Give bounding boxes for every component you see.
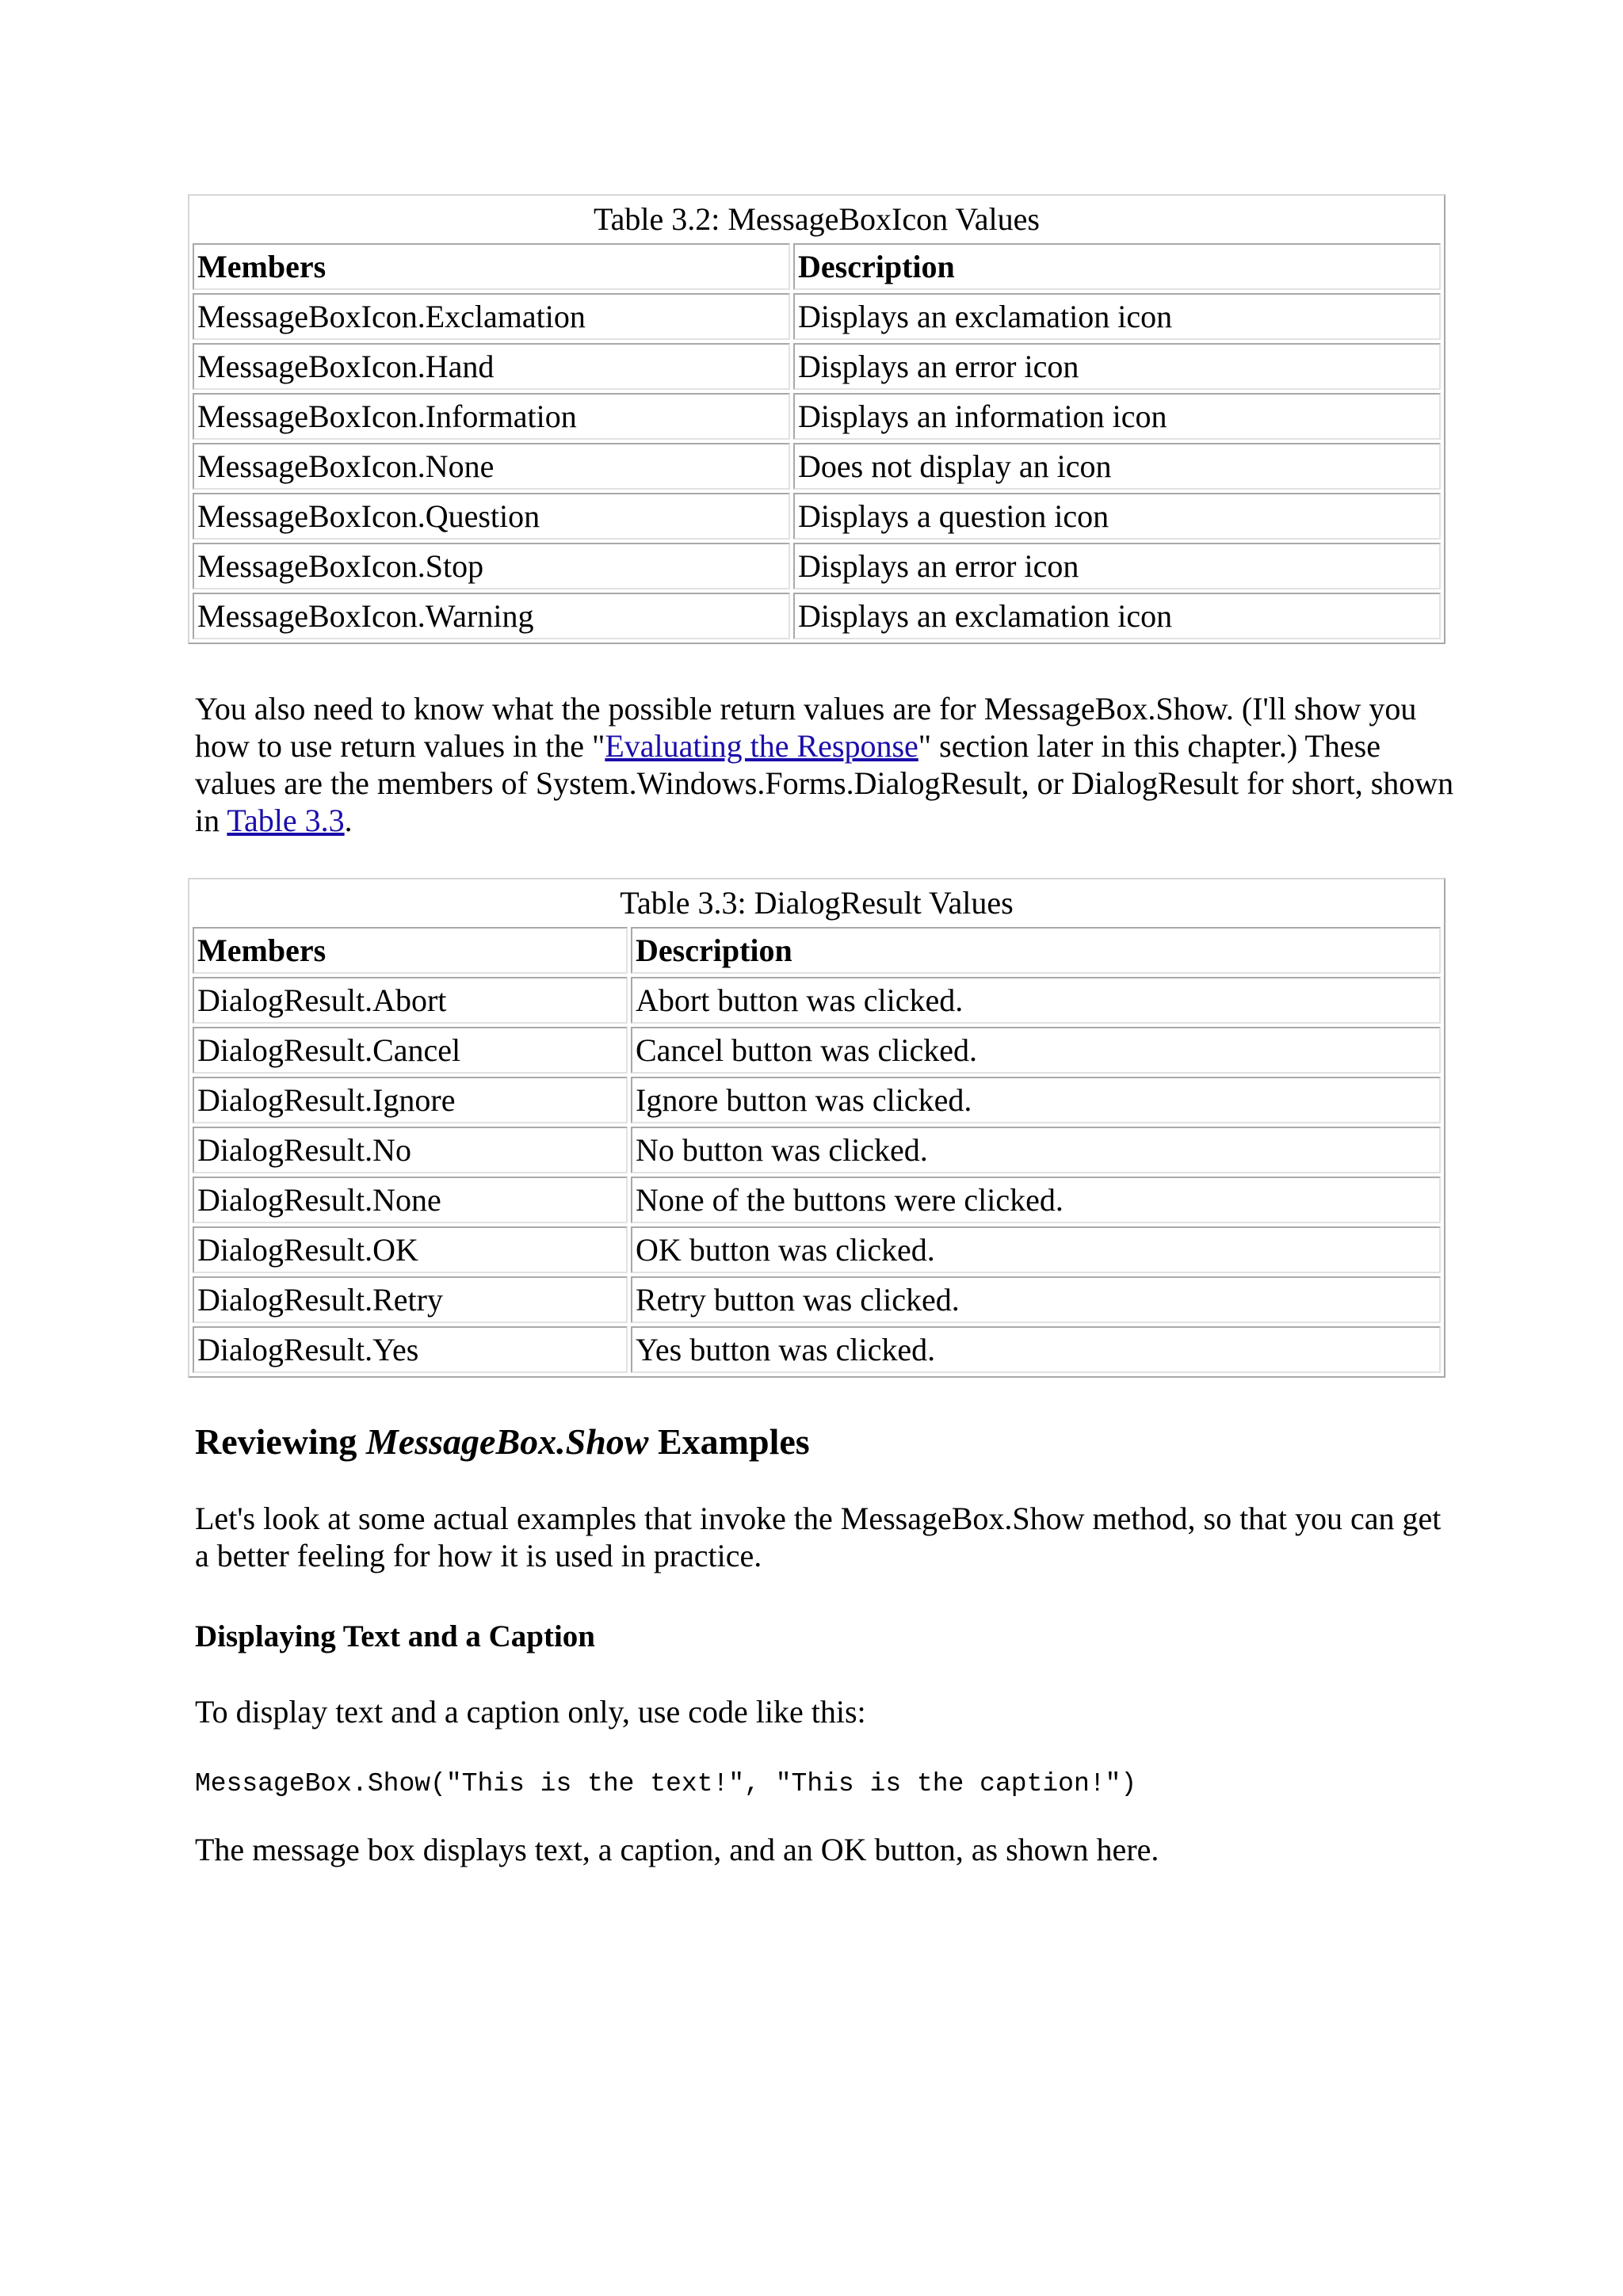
description-cell: Ignore button was clicked.	[631, 1077, 1441, 1123]
messageboxicon-table	[188, 194, 1445, 644]
column-header-description: Description	[631, 927, 1441, 974]
description-cell: Displays an error icon	[793, 543, 1441, 589]
description-cell: Abort button was clicked.	[631, 977, 1441, 1024]
table-row	[193, 1226, 1441, 1273]
examples-paragraph: Let's look at some actual examples that invoke the MessageBox.Show method, so that you can get a better feeling for how it is used in practice.	[195, 1501, 1442, 1573]
table-header-row	[193, 243, 1441, 290]
member-cell: DialogResult.No	[193, 1127, 628, 1173]
member-cell: MessageBoxIcon.Question	[193, 493, 790, 540]
description-cell: Displays an exclamation icon	[793, 293, 1441, 340]
description-cell: None of the buttons were clicked.	[631, 1177, 1441, 1223]
table-header-row	[193, 927, 1441, 974]
table-row	[193, 1326, 1441, 1373]
table-caption: Table 3.3: DialogResult Values	[620, 885, 1014, 921]
column-header-members: Members	[193, 927, 628, 974]
paragraph-text: .	[344, 803, 353, 838]
table-row	[193, 1276, 1441, 1323]
table-row	[193, 1127, 1441, 1173]
table-3-3-link[interactable]: Table 3.3	[227, 803, 345, 838]
column-header-description: Description	[793, 243, 1441, 290]
description-cell: Does not display an icon	[793, 443, 1441, 490]
member-cell: DialogResult.Abort	[193, 977, 628, 1024]
member-cell: MessageBoxIcon.Exclamation	[193, 293, 790, 340]
member-cell: DialogResult.Cancel	[193, 1027, 628, 1074]
description-cell: Retry button was clicked.	[631, 1276, 1441, 1323]
code-sample: MessageBox.Show("This is the text!", "This is the caption!")	[195, 1769, 1137, 1798]
table-caption: Table 3.2: MessageBoxIcon Values	[593, 201, 1040, 237]
member-cell: DialogResult.Retry	[193, 1276, 628, 1323]
heading-prefix: Reviewing	[195, 1421, 366, 1462]
description-cell: Displays an error icon	[793, 343, 1441, 390]
subheading: Displaying Text and a Caption	[195, 1619, 596, 1653]
member-cell: DialogResult.Ignore	[193, 1077, 628, 1123]
table-row	[193, 293, 1441, 340]
member-cell: DialogResult.Yes	[193, 1326, 628, 1373]
evaluating-the-response-link[interactable]: Evaluating the Response	[605, 728, 918, 764]
table-row	[193, 1027, 1441, 1074]
table-row	[193, 1077, 1441, 1123]
table-row	[193, 343, 1441, 390]
code-intro-paragraph: To display text and a caption only, use code like this:	[195, 1694, 866, 1730]
column-header-members: Members	[193, 243, 790, 290]
description-cell: Displays an information icon	[793, 393, 1441, 440]
member-cell: DialogResult.None	[193, 1177, 628, 1223]
table-row	[193, 443, 1441, 490]
member-cell: MessageBoxIcon.Information	[193, 393, 790, 440]
table-row	[193, 543, 1441, 589]
member-cell: MessageBoxIcon.Stop	[193, 543, 790, 589]
member-cell: MessageBoxIcon.Warning	[193, 593, 790, 639]
table-row	[193, 977, 1441, 1024]
heading-italic: MessageBox.Show	[365, 1421, 649, 1462]
description-cell: Displays an exclamation icon	[793, 593, 1441, 639]
table-row	[193, 393, 1441, 440]
table-row	[193, 1177, 1441, 1223]
description-cell: Displays a question icon	[793, 493, 1441, 540]
member-cell: MessageBoxIcon.None	[193, 443, 790, 490]
member-cell: MessageBoxIcon.Hand	[193, 343, 790, 390]
result-paragraph: The message box displays text, a caption, and an OK button, as shown here.	[195, 1832, 1159, 1867]
description-cell: No button was clicked.	[631, 1127, 1441, 1173]
table-row	[193, 493, 1441, 540]
description-cell: Cancel button was clicked.	[631, 1027, 1441, 1074]
paragraph-text: You also need to know what the possible return values are for MessageBox.Show. (I'll show you how to use return values in the "	[195, 691, 1417, 764]
description-cell: OK button was clicked.	[631, 1226, 1441, 1273]
section-heading	[195, 1420, 810, 1464]
return-values-paragraph	[195, 690, 1455, 839]
member-cell: DialogResult.OK	[193, 1226, 628, 1273]
table-row	[193, 593, 1441, 639]
description-cell: Yes button was clicked.	[631, 1326, 1441, 1373]
paragraph-text: " section later in this chapter.) These values are the members of System.Windows.Forms.DialogResult, or DialogResult for short, shown in	[195, 728, 1454, 838]
dialogresult-table	[188, 878, 1445, 1378]
heading-suffix: Examples	[648, 1421, 810, 1462]
